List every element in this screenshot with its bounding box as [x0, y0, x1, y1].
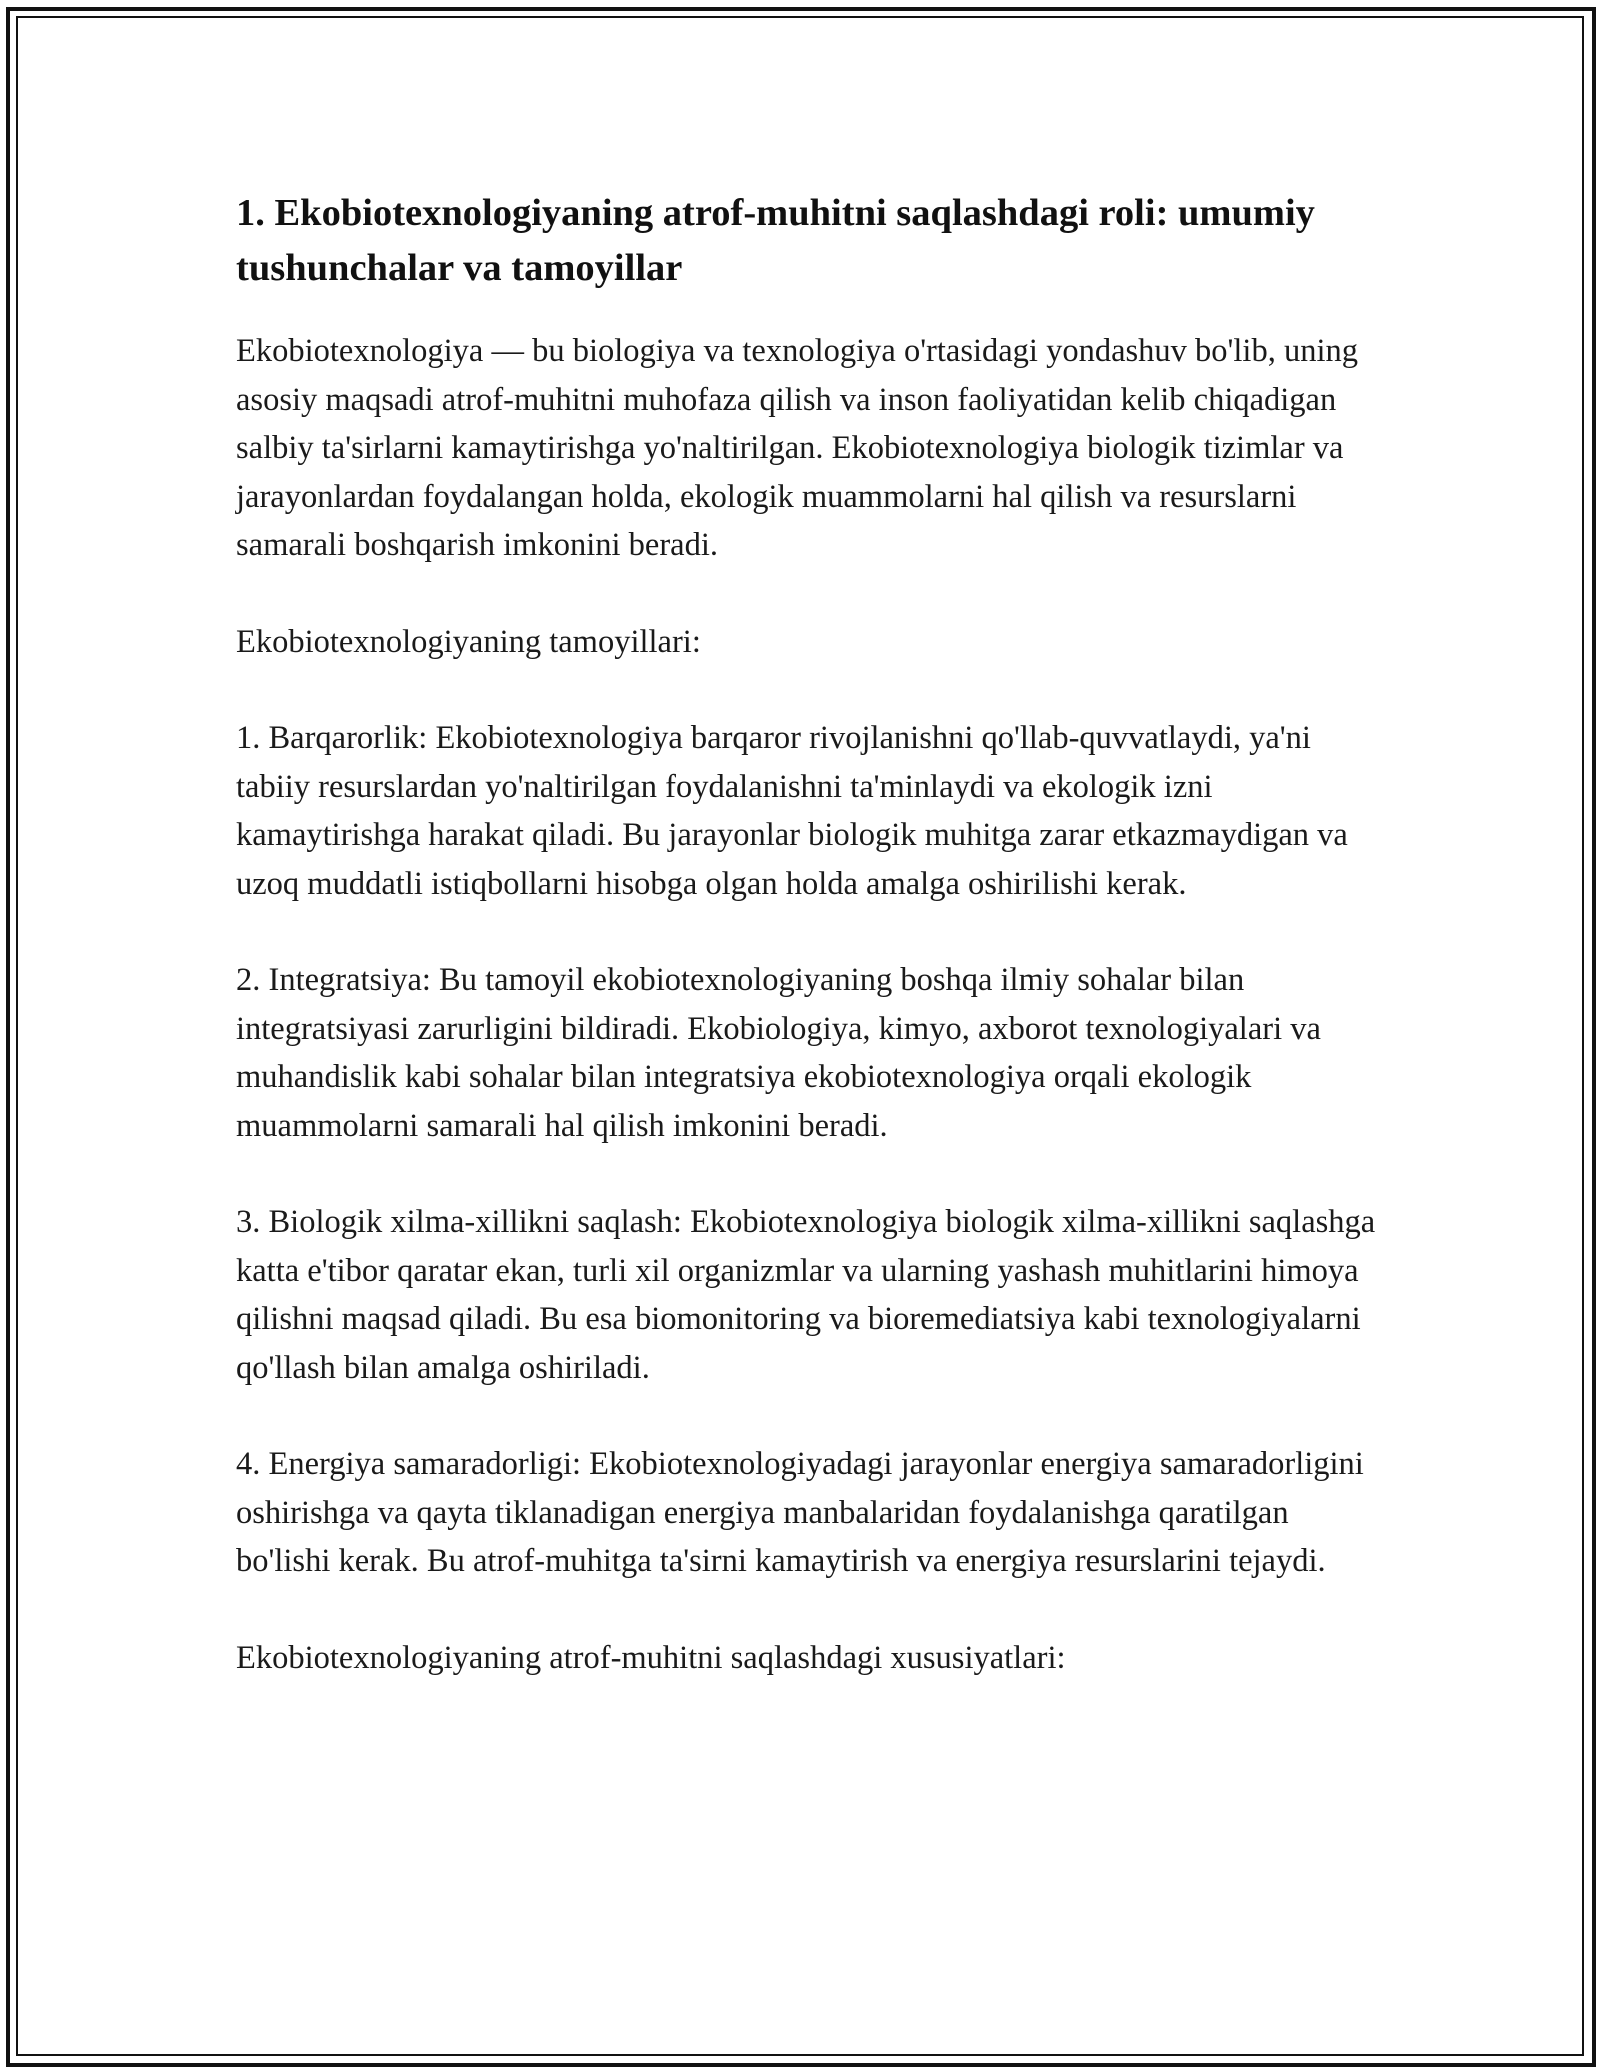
- intro-paragraph: Ekobiotexnologiya — bu biologiya va texnologiya o'rtasidagi yondashuv bo'lib, uning asosiy maqsadi atrof-muhitni muhofaza qilish va inson faoliyatidan kelib chiqadigan salbiy ta'sirlarni kamaytirishga yo'naltirilgan. Ekobiotexnologiya biologik tizimlar va jarayonlardan foydalangan holda, ekologik muammolarni hal qilish va resurslarni samarali boshqarish imkonini beradi.: [236, 333, 1358, 563]
- principles-heading: Ekobiotexnologiyaning tamoyillari:: [236, 623, 701, 660]
- features-heading: Ekobiotexnologiyaning atrof-muhitni saqlashdagi xususiyatlari:: [236, 1639, 1066, 1676]
- principle-sustainability: 1. Barqarorlik: Ekobiotexnologiya barqaror rivojlanishni qo'llab-quvvatlaydi, ya'ni tabiiy resurslardan yo'naltirilgan foydalanishni ta'minlaydi va ekologik izni kamaytirishga harakat qiladi. Bu jarayonlar biologik muhitga zarar etkazmaydigan va uzoq muddatli istiqbollarni hisobga olgan holda amalga oshirilishi kerak.: [236, 720, 1348, 902]
- principle-energy-efficiency: 4. Energiya samaradorligi: Ekobiotexnologiyadagi jarayonlar energiya samaradorligini oshirishga va qayta tiklanadigan energiya manbalaridan foydalanishga qaratilgan bo'lishi kerak. Bu atrof-muhitga ta'sirni kamaytirish va energiya resurslarini tejaydi.: [236, 1446, 1364, 1579]
- document-title: 1. Ekobiotexnologiyaning atrof-muhitni saqlashdagi roli: umumiy tushunchalar va tamoyillar: [236, 192, 1315, 289]
- principle-integration: 2. Integratsiya: Bu tamoyil ekobiotexnologiyaning boshqa ilmiy sohalar bilan integratsiyasi zarurligini bildiradi. Ekobiologiya, kimyo, axborot texnologiyalari va muhandislik kabi sohalar bilan integratsiya ekobiotexnologiya orqali ekologik muammolarni samarali hal qilish imkonini beradi.: [236, 962, 1321, 1144]
- principle-biodiversity: 3. Biologik xilma-xillikni saqlash: Ekobiotexnologiya biologik xilma-xillikni saqlashga katta e'tibor qaratar ekan, turli xil organizmlar va ularning yashash muhitlarini himoya qilishni maqsad qiladi. Bu esa biomonitoring va bioremediatsiya kabi texnologiyalarni qo'llash bilan amalga oshiriladi.: [236, 1204, 1376, 1386]
- document-body: [236, 186, 1376, 1730]
